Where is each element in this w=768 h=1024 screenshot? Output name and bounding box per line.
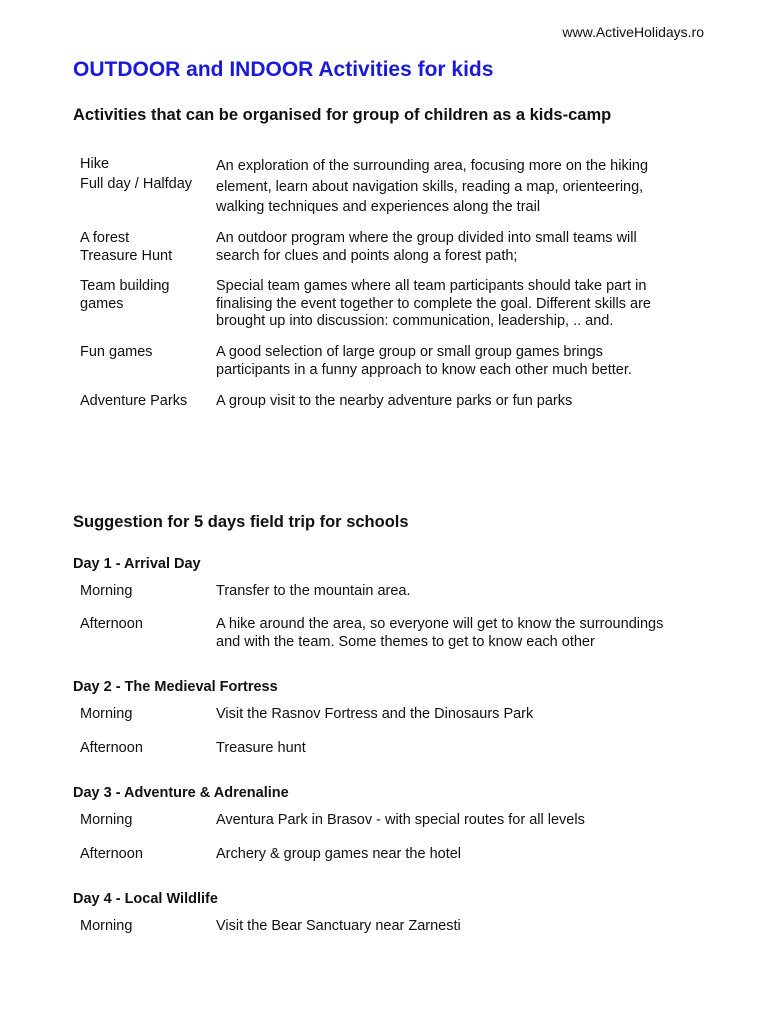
activity-label-line: Adventure Parks <box>80 393 188 409</box>
activity-label-line: Full day / Halfday <box>80 175 193 192</box>
schedule-activity-line: Treasure hunt <box>216 740 306 756</box>
schedule-activity <box>216 706 710 724</box>
activity-description-line: An exploration of the surrounding area, focusing more on the hiking <box>216 158 649 174</box>
activity-description-line: walking techniques and experiences along the trail <box>216 199 541 215</box>
activity-description <box>216 344 710 379</box>
site-url[interactable]: www.ActiveHolidays.ro <box>562 24 704 40</box>
day-heading: Day 3 - Adventure & Adrenaline <box>73 785 289 801</box>
schedule-activity-line: Visit the Rasnov Fortress and the Dinosaurs Park <box>216 706 534 722</box>
schedule-activity <box>216 812 710 830</box>
schedule-activity <box>216 616 710 651</box>
activity-label <box>80 230 210 265</box>
schedule-time: Morning <box>80 812 133 828</box>
activity-description-line: element, learn about navigation skills, reading a map, orienteering, <box>216 178 644 195</box>
activity-label-line: Hike <box>80 156 110 172</box>
activity-label-line: A forest <box>80 230 130 246</box>
schedule-time: Afternoon <box>80 616 143 632</box>
activity-label-line: Fun games <box>80 344 153 360</box>
activity-description-line: participants in a funny approach to know each other much better. <box>216 361 632 378</box>
schedule-time: Morning <box>80 706 133 722</box>
activities-heading: Activities that can be organised for group of children as a kids-camp <box>73 106 612 124</box>
activity-description-line: Special team games where all team participants should take part in <box>216 278 647 294</box>
activity-description <box>216 393 710 411</box>
activity-label <box>80 344 210 362</box>
activity-description-line: brought up into discussion: communication, leadership, .. and. <box>216 313 614 329</box>
activity-description-line: A group visit to the nearby adventure parks or fun parks <box>216 393 573 409</box>
activity-description-line: An outdoor program where the group divided into small teams will <box>216 230 637 246</box>
activity-label <box>80 278 210 313</box>
activity-description <box>216 156 710 218</box>
activity-description-line: search for clues and points along a forest path; <box>216 247 518 264</box>
schedule-activity-line: and with the team. Some themes to get to know each other <box>216 633 595 650</box>
schedule-time: Afternoon <box>80 740 143 756</box>
trip-heading: Suggestion for 5 days field trip for schools <box>73 513 409 531</box>
schedule-activity-line: Archery & group games near the hotel <box>216 846 462 862</box>
schedule-activity <box>216 846 710 864</box>
schedule-activity <box>216 918 710 936</box>
schedule-time: Morning <box>80 583 133 599</box>
schedule-time: Afternoon <box>80 846 143 862</box>
activity-label-line: games <box>80 295 124 312</box>
day-heading: Day 2 - The Medieval Fortress <box>73 679 278 695</box>
day-heading: Day 4 - Local Wildlife <box>73 891 218 907</box>
schedule-activity <box>216 740 710 758</box>
schedule-activity-line: Visit the Bear Sanctuary near Zarnesti <box>216 918 461 934</box>
day-heading: Day 1 - Arrival Day <box>73 556 201 572</box>
activity-description-line: finalising the event together to complete the goal. Different skills are <box>216 295 651 312</box>
activity-description <box>216 230 710 265</box>
schedule-activity <box>216 583 710 601</box>
schedule-activity-line: A hike around the area, so everyone will get to know the surroundings <box>216 616 664 632</box>
schedule-activity-line: Aventura Park in Brasov - with special routes for all levels <box>216 812 585 828</box>
schedule-time: Morning <box>80 918 133 934</box>
activity-description-line: A good selection of large group or small group games brings <box>216 344 603 360</box>
activity-label-line: Team building <box>80 278 170 294</box>
activity-label <box>80 393 210 411</box>
activity-description <box>216 278 710 331</box>
page-title: OUTDOOR and INDOOR Activities for kids <box>73 58 494 81</box>
schedule-activity-line: Transfer to the mountain area. <box>216 583 411 599</box>
activity-label <box>80 156 210 193</box>
activity-label-line: Treasure Hunt <box>80 247 173 264</box>
